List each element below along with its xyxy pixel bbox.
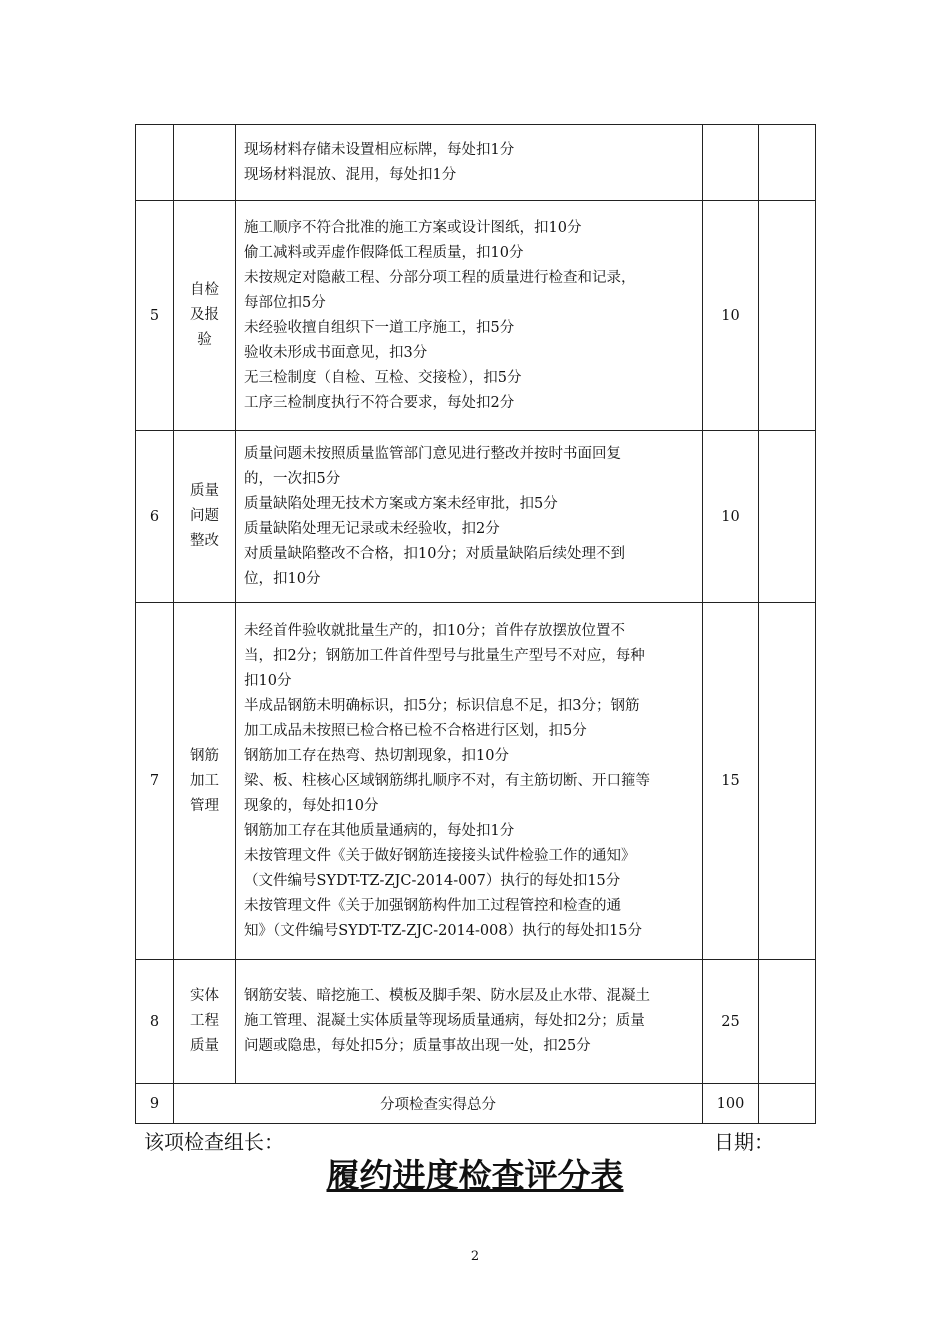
total-actual-score [759, 1084, 816, 1124]
actual-score [759, 125, 816, 201]
category-line: 钢筋 [190, 747, 219, 764]
criteria-line: 施工顺序不符合批准的施工方案或设计图纸，扣10分 [244, 219, 582, 236]
actual-score [759, 201, 816, 431]
table-row [136, 125, 816, 201]
criteria-line: 现场材料存储未设置相应标牌，每处扣1分 [244, 141, 515, 158]
criteria-line: 钢筋加工存在其他质量通病的，每处扣1分 [244, 822, 515, 839]
category-line: 实体 [190, 988, 219, 1004]
row-number [136, 125, 174, 201]
criteria-line: 现场材料混放、混用，每处扣1分 [244, 166, 457, 183]
criteria-line: 现象的，每处扣10分 [244, 797, 379, 814]
category-cell [174, 960, 236, 1084]
criteria-line: 质量问题未按照质量监管部门意见进行整改并按时书面回复 [244, 445, 621, 462]
criteria-line: 扣10分 [244, 672, 292, 689]
scoring-table [135, 124, 816, 1124]
criteria-line: 偷工减料或弄虚作假降低工程质量，扣10分 [244, 244, 524, 261]
criteria-line: 未按管理文件《关于做好钢筋连接接头试件检验工作的通知》 [244, 847, 636, 864]
criteria-line: 位，扣10分 [244, 570, 321, 587]
criteria-line: 无三检制度（自检、互检、交接检），扣5分 [244, 369, 522, 386]
table-row [136, 431, 816, 603]
next-section-title: 履约进度检查评分表 [326, 1156, 624, 1195]
category-cell [174, 603, 236, 960]
criteria-line: 未按规定对隐蔽工程、分部分项工程的质量进行检查和记录， [244, 269, 636, 286]
row-number: 7 [136, 603, 174, 960]
table-row [136, 201, 816, 431]
inspection-leader-label: 该项检查组长： [144, 1130, 284, 1154]
criteria-line: 质量缺陷处理无记录或未经验收，扣2分 [244, 520, 500, 537]
row-number: 8 [136, 960, 174, 1084]
criteria-line: 未按管理文件《关于加强钢筋构件加工过程管控和检查的通 [244, 897, 621, 914]
category-line: 加工 [190, 772, 219, 789]
scoring-table-body [136, 125, 816, 1124]
criteria-line: 每部位扣5分 [244, 294, 326, 311]
criteria-line: 质量缺陷处理无技术方案或方案未经审批，扣5分 [244, 495, 558, 512]
criteria-line: 问题或隐患，每处扣5分；质量事故出现一处，扣25分 [244, 1038, 591, 1054]
row-number: 6 [136, 431, 174, 603]
row-number: 5 [136, 201, 174, 431]
criteria-line: 施工管理、混凝土实体质量等现场质量通病，每处扣2分；质量 [244, 1013, 645, 1029]
max-score [703, 125, 759, 201]
total-label: 分项检查实得总分 [174, 1084, 703, 1124]
criteria-line: 钢筋加工存在热弯、热切割现象，扣10分 [244, 747, 509, 764]
category-cell [174, 125, 236, 201]
criteria-line: 未经验收擅自组织下一道工序施工，扣5分 [244, 319, 515, 336]
criteria-line: 半成品钢筋未明确标识，扣5分；标识信息不足，扣3分；钢筋 [244, 697, 640, 714]
actual-score [759, 431, 816, 603]
category-line: 管理 [190, 797, 219, 814]
criteria-line: 加工成品未按照已检合格已检不合格进行区划，扣5分 [244, 722, 587, 739]
max-score: 10 [703, 431, 759, 603]
category-line: 整改 [190, 533, 219, 549]
criteria-line: 验收未形成书面意见，扣3分 [244, 344, 428, 361]
total-row [136, 1084, 816, 1124]
total-score: 100 [703, 1084, 759, 1124]
total-row-number: 9 [136, 1084, 174, 1124]
category-line: 及报 [190, 307, 219, 323]
criteria-cell [236, 960, 703, 1084]
category-line: 验 [197, 332, 212, 348]
table-row [136, 603, 816, 960]
criteria-line: 对质量缺陷整改不合格，扣10分；对质量缺陷后续处理不到 [244, 545, 625, 562]
category-line: 自检 [190, 282, 219, 298]
criteria-line: 知》（文件编号SYDT-TZ-ZJC-2014-008）执行的每处扣15分 [244, 922, 643, 939]
criteria-line: 的，一次扣5分 [244, 470, 341, 487]
page-number: 2 [470, 1249, 480, 1264]
criteria-line: （文件编号SYDT-TZ-ZJC-2014-007）执行的每处扣15分 [244, 872, 621, 889]
max-score: 15 [703, 603, 759, 960]
criteria-cell [236, 431, 703, 603]
category-line: 工程 [190, 1013, 219, 1029]
category-cell [174, 201, 236, 431]
criteria-cell [236, 603, 703, 960]
category-line: 质量 [190, 1038, 219, 1054]
criteria-line: 当，扣2分；钢筋加工件首件型号与批量生产型号不对应，每种 [244, 647, 645, 664]
criteria-line: 工序三检制度执行不符合要求，每处扣2分 [244, 394, 515, 411]
category-line: 问题 [190, 508, 219, 524]
actual-score [759, 960, 816, 1084]
criteria-line: 梁、板、柱核心区域钢筋绑扎顺序不对，有主筋切断、开口箍等 [244, 772, 650, 789]
criteria-line: 未经首件验收就批量生产的，扣10分；首件存放摆放位置不 [244, 622, 625, 639]
table-row [136, 960, 816, 1084]
category-line: 质量 [190, 483, 219, 499]
actual-score [759, 603, 816, 960]
criteria-cell [236, 201, 703, 431]
max-score: 25 [703, 960, 759, 1084]
max-score: 10 [703, 201, 759, 431]
date-label: 日期： [714, 1130, 774, 1154]
criteria-line: 钢筋安装、暗挖施工、模板及脚手架、防水层及止水带、混凝土 [244, 988, 650, 1004]
criteria-cell [236, 125, 703, 201]
category-cell [174, 431, 236, 603]
